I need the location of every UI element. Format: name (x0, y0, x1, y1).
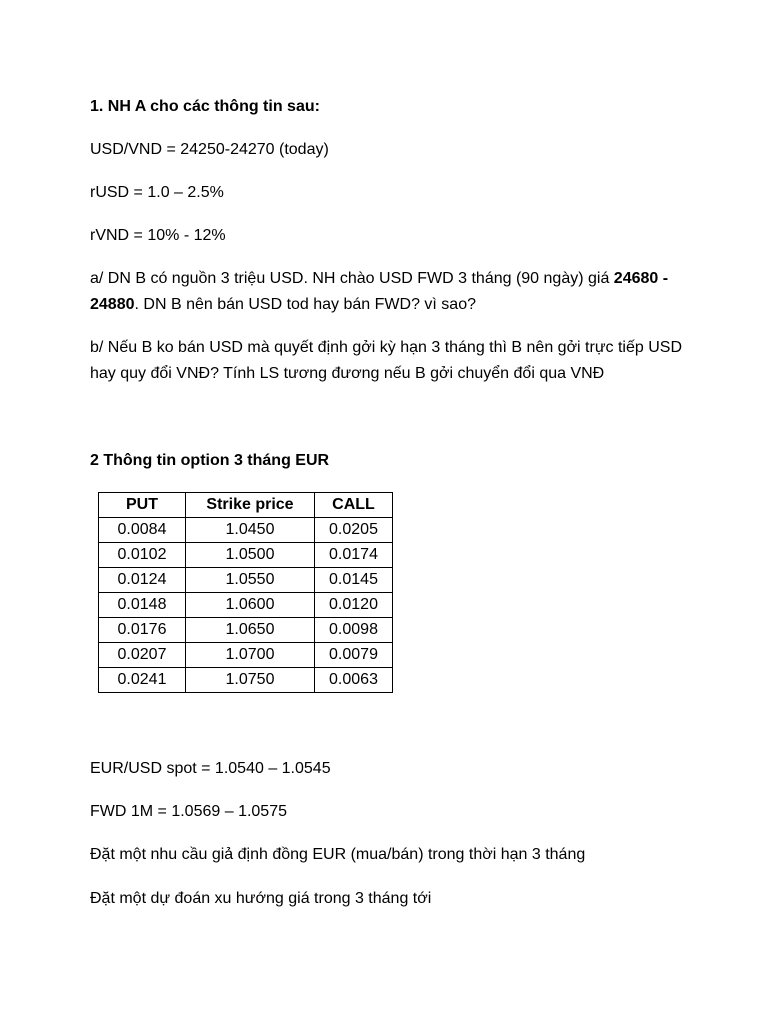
table-row (99, 568, 393, 593)
question-1b: b/ Nếu B ko bán USD mà quyết định gởi kỳ hạn 3 tháng thì B nên gởi trực tiếp USD hay quy đổi VNĐ? Tính LS tương đương nếu B gởi chuyển đổi qua VNĐ (90, 339, 683, 382)
strike-cell: 1.0550 (186, 568, 315, 593)
question-2-title: 2 Thông tin option 3 tháng EUR (90, 452, 330, 469)
rvnd-rate: rVND = 10% - 12% (90, 227, 226, 244)
put-cell: 0.0124 (99, 568, 186, 593)
call-cell: 0.0079 (315, 643, 393, 668)
fwd-1m-rate: FWD 1M = 1.0569 – 1.0575 (90, 803, 287, 820)
strike-cell: 1.0500 (186, 543, 315, 568)
task-price-forecast: Đặt một dự đoán xu hướng giá trong 3 tháng tới (90, 890, 432, 907)
question-1a (90, 266, 690, 318)
put-cell: 0.0084 (99, 518, 186, 543)
rusd-rate: rUSD = 1.0 – 2.5% (90, 184, 224, 201)
table-row (99, 643, 393, 668)
put-cell: 0.0241 (99, 668, 186, 693)
put-cell: 0.0176 (99, 618, 186, 643)
table-row (99, 543, 393, 568)
question-1-title: 1. NH A cho các thông tin sau: (90, 98, 320, 115)
call-cell: 0.0120 (315, 593, 393, 618)
call-cell: 0.0098 (315, 618, 393, 643)
task-eur-demand: Đặt một nhu cầu giả định đồng EUR (mua/bán) trong thời hạn 3 tháng (90, 846, 586, 863)
call-cell: 0.0205 (315, 518, 393, 543)
question-1a-text-start: a/ DN B có nguồn 3 triệu USD. NH chào USD FWD 3 tháng (90 ngày) giá (90, 270, 614, 287)
strike-cell: 1.0450 (186, 518, 315, 543)
usd-vnd-rate: USD/VND = 24250-24270 (today) (90, 141, 329, 158)
put-cell: 0.0148 (99, 593, 186, 618)
header-call: CALL (315, 493, 393, 518)
put-cell: 0.0102 (99, 543, 186, 568)
table-header-row (99, 493, 393, 518)
option-table (98, 492, 393, 693)
call-cell: 0.0174 (315, 543, 393, 568)
table-row (99, 668, 393, 693)
strike-cell: 1.0650 (186, 618, 315, 643)
header-strike-price: Strike price (186, 493, 315, 518)
strike-cell: 1.0750 (186, 668, 315, 693)
call-cell: 0.0063 (315, 668, 393, 693)
strike-cell: 1.0600 (186, 593, 315, 618)
question-1a-text-end: . DN B nên bán USD tod hay bán FWD? vì sao? (134, 296, 476, 313)
strike-cell: 1.0700 (186, 643, 315, 668)
table-row (99, 618, 393, 643)
put-cell: 0.0207 (99, 643, 186, 668)
header-put: PUT (99, 493, 186, 518)
call-cell: 0.0145 (315, 568, 393, 593)
table-row (99, 518, 393, 543)
question-1a-fwd-price: 24680 - 24880 (90, 270, 669, 313)
table-row (99, 593, 393, 618)
eur-usd-spot: EUR/USD spot = 1.0540 – 1.0545 (90, 760, 331, 777)
